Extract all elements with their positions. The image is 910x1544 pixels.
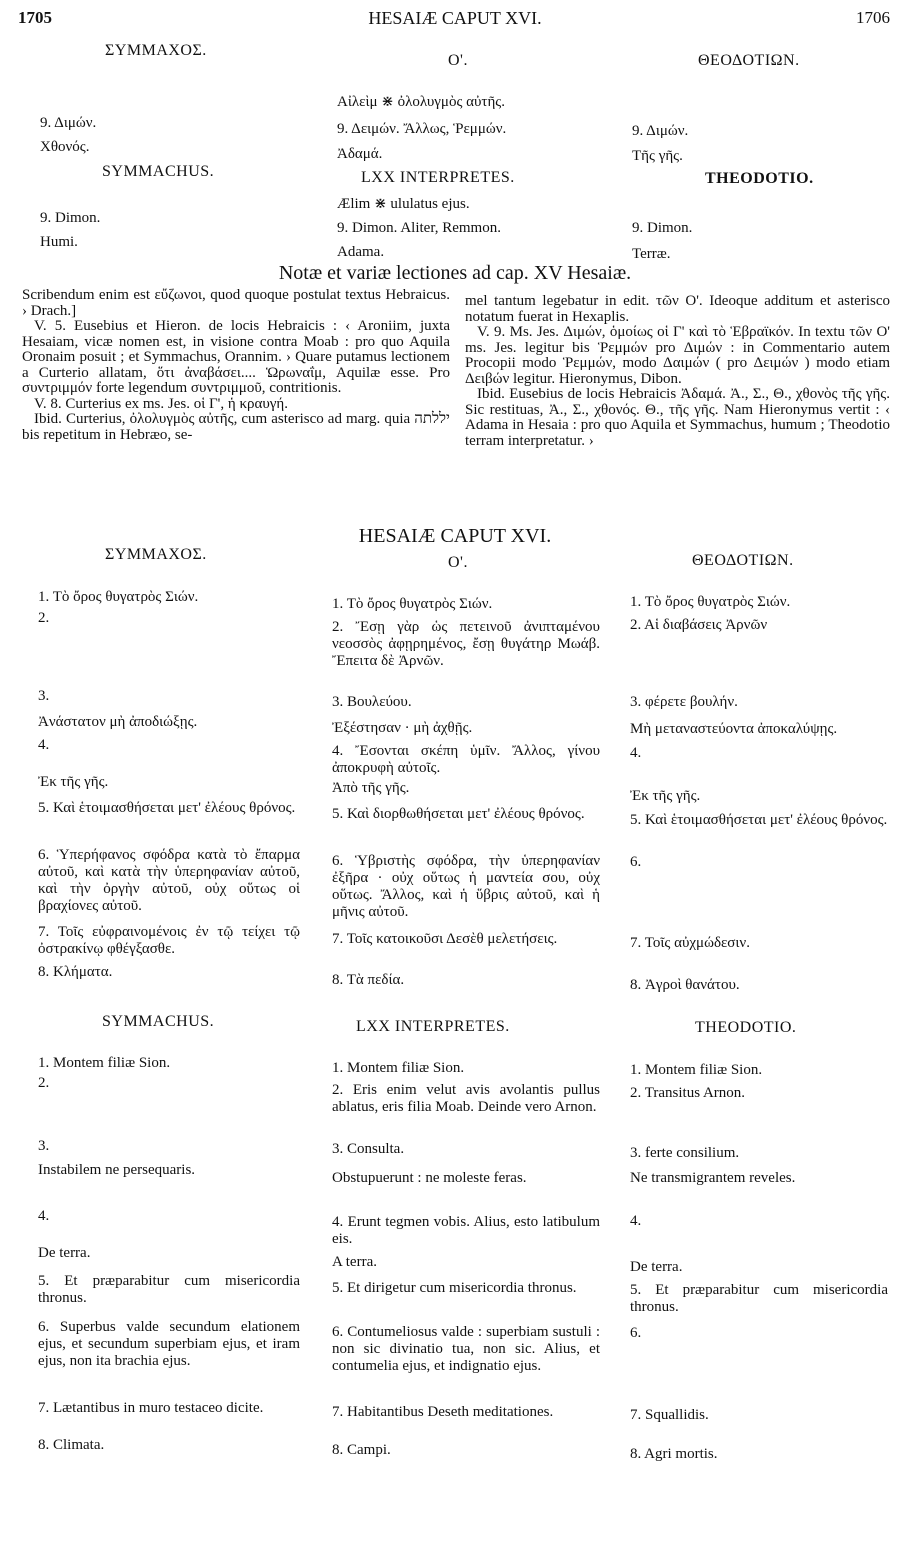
greek-theodotio-verse: 7. Τοῖς αὐχμώδεσιν. <box>630 935 750 951</box>
lxx-greek-line: Αἰλεὶμ ⋇ ὀλολυγμὸς αὐτῆς. <box>337 94 505 110</box>
lxx-latin-line: Adama. <box>337 244 385 260</box>
sym-latin-line: 9. Dimon. <box>40 210 101 226</box>
latin-lxx-verse: 3. Consulta. <box>332 1141 405 1157</box>
notes-right-column <box>465 294 890 449</box>
note-paragraph: Scribendum enim est εὔζωνοι, quod quoque postulat textus Hebraicus. › Drach.] <box>22 287 450 319</box>
greek-symmachus-verse: 3. <box>38 688 50 704</box>
latin-symmachus-verse: Instabilem ne persequaris. <box>38 1162 196 1178</box>
chapter-title: HESAIÆ CAPUT XVI. <box>358 525 552 547</box>
greek-lxx-verse: 8. Τὰ πεδία. <box>332 972 405 988</box>
latin-theodotio-verse: 1. Montem filiæ Sion. <box>630 1062 763 1078</box>
latin-symmachus-verse: De terra. <box>38 1245 91 1261</box>
greek-lxx-verse: Ἀπὸ τῆς γῆς. <box>332 780 410 796</box>
latin-theodotio-verse: 6. <box>630 1325 642 1341</box>
page-number-left: 1705 <box>18 8 52 27</box>
greek-theodotio-verse: Μὴ μεταναστεύοντα ἀποκαλύψῃς. <box>630 721 838 737</box>
note-paragraph: V. 8. Curterius ex ms. Jes. οἱ Γ', ἡ κραυγή. <box>34 395 289 412</box>
lxx-latin-line: 9. Dimon. Aliter, Remmon. <box>337 220 501 236</box>
greek-lxx-verse: 5. Καὶ διορθωθήσεται μετ' ἐλέους θρόνος. <box>332 806 585 822</box>
greek-symmachus-verse: 6. Ὑπερήφανος σφόδρα κατὰ τὸ ἔπαρμα αὐτοῦ, καὶ κατὰ τὴν ὑπερηφανίαν αὐτοῦ, καὶ τὴν ὀργὴν αὐτοῦ, οὐχ οὕτως οἱ βραχίονες αὐτοῦ. <box>38 847 300 914</box>
theo-greek-line: Τῆς γῆς. <box>632 148 683 164</box>
greek-symmachus-verse: 2. <box>38 610 50 626</box>
greek-symmachus-verse: Ἐκ τῆς γῆς. <box>38 774 109 790</box>
greek-symmachus-verse: 1. Τὸ ὄρος θυγατρὸς Σιών. <box>38 589 199 605</box>
latin-theodotio-verse: De terra. <box>630 1259 683 1275</box>
greek-lxx-verse: 2. Ἔσῃ γὰρ ὡς πετεινοῦ ἀνιπταμένου νεοσσὸς ἀφῃρημένος, ἔσῃ θυγάτηρ Μωάβ. Ἔπειτα δὲ Ἀρνῶν. <box>332 619 600 669</box>
latin-theodotio-verse: Ne transmigrantem reveles. <box>630 1170 796 1186</box>
greek-symmachus-verse: 7. Τοῖς εὐφραινομένοις ἐν τῷ τείχει τῷ ὀστρακίνῳ φθέγξασθε. <box>38 924 300 957</box>
theo-latin-line: Terræ. <box>632 246 671 262</box>
latin-lxx-verse: 4. Erunt tegmen vobis. Alius, esto latibulum eis. <box>332 1214 600 1247</box>
sym-latin-head: SYMMACHUS. <box>102 1013 215 1030</box>
latin-theodotio-verse: 3. ferte consilium. <box>630 1145 740 1161</box>
theo-latin-head: THEODOTIO. <box>695 1019 797 1036</box>
lxx-greek-line: 9. Δειμών. Ἄλλως, Ῥεμμών. <box>337 121 507 137</box>
theo-latin-head: THEODOTIO. <box>705 170 814 187</box>
latin-lxx-verse: 8. Campi. <box>332 1442 391 1458</box>
note-paragraph: Ibid. Eusebius de locis Hebraicis Ἀδαμά. Ἀ., Σ., Θ., χθονὸς τῆς γῆς. Sic restituas, Ἀ., Σ., χθονός. Θ., τῆς γῆς. Nam Hieronymus vertit : ‹ Adama in Hesaia : pro quo Aquila et Symmachus, humum ; Theodotio terram interpretatur. › <box>465 386 890 449</box>
greek-theodotio-verse: 8. Ἀγροὶ θανάτου. <box>630 977 740 993</box>
greek-symmachus-verse: 8. Κλήματα. <box>38 964 113 980</box>
note-paragraph: mel tantum legebatur in edit. τῶν Ο'. Ideoque additum et asterisco notatum fuerat in Hexaplis. <box>465 293 890 325</box>
latin-lxx-verse: A terra. <box>332 1254 377 1270</box>
latin-symmachus-verse: 1. Montem filiæ Sion. <box>38 1055 171 1071</box>
page-number-right: 1706 <box>856 8 890 27</box>
lxx-greek-head: Ο'. <box>448 554 468 571</box>
lxx-latin-head: LXX INTERPRETES. <box>361 169 515 186</box>
greek-lxx-verse: 4. Ἔσονται σκέπη ὑμῖν. Ἄλλος, γίνου ἀποκρυφὴ αὐτοῖς. <box>332 743 600 776</box>
latin-theodotio-verse: 5. Et præparabitur cum misericordia thronus. <box>630 1282 888 1315</box>
latin-symmachus-verse: 4. <box>38 1208 50 1224</box>
latin-lxx-verse: 7. Habitantibus Deseth meditationes. <box>332 1404 554 1420</box>
sym-greek-line: 9. Διμών. <box>40 115 97 131</box>
greek-lxx-verse: 7. Τοῖς κατοικοῦσι Δεσὲθ μελετήσεις. <box>332 931 558 947</box>
greek-theodotio-verse: 1. Τὸ ὄρος θυγατρὸς Σιών. <box>630 594 791 610</box>
latin-symmachus-verse: 8. Climata. <box>38 1437 105 1453</box>
latin-lxx-verse: 2. Eris enim velut avis avolantis pullus ablatus, eris filia Moab. Deinde vero Arnon. <box>332 1082 600 1115</box>
sym-greek-head: ΣΥΜΜΑΧΟΣ. <box>105 546 207 563</box>
latin-lxx-verse: Obstupuerunt : ne moleste feras. <box>332 1170 527 1186</box>
latin-lxx-verse: 1. Montem filiæ Sion. <box>332 1060 465 1076</box>
latin-symmachus-verse: 7. Lætantibus in muro testaceo dicite. <box>38 1400 264 1416</box>
note-paragraph: V. 5. Eusebius et Hieron. de locis Hebraicis : ‹ Aroniim, juxta Hesaiam, vicæ nomen est, in visione contra Moab : pro quo Aquila Oronaim posuit ; et Symmachus, Orannim. › Quare putamus lectionem a Curterio allatam, ὅτι ἀναβάσει.... Ὡρωναΐμ, Aquilæ esse. Pro συντριμμόν forte legendum συντριμμοῦ, contritionis. <box>22 318 450 396</box>
greek-theodotio-verse: 3. φέρετε βουλήν. <box>630 694 738 710</box>
greek-theodotio-verse: 2. Αἱ διαβάσεις Ἀρνῶν <box>630 617 768 633</box>
greek-lxx-verse: 1. Τὸ ὄρος θυγατρὸς Σιών. <box>332 596 493 612</box>
greek-symmachus-verse: 5. Καὶ ἑτοιμασθήσεται μετ' ἐλέους θρόνος. <box>38 800 296 816</box>
sym-latin-head: SYMMACHUS. <box>102 163 215 180</box>
lxx-greek-line: Ἀδαμά. <box>337 146 383 162</box>
theo-latin-line: 9. Dimon. <box>632 220 693 236</box>
latin-theodotio-verse: 4. <box>630 1213 642 1229</box>
latin-theodotio-verse: 2. Transitus Arnon. <box>630 1085 746 1101</box>
greek-theodotio-verse: Ἐκ τῆς γῆς. <box>630 788 701 804</box>
theo-greek-head: ΘΕΟΔΟΤΙΩΝ. <box>698 52 800 69</box>
latin-symmachus-verse: 5. Et præparabitur cum misericordia thronus. <box>38 1273 300 1306</box>
sym-greek-line: Χθονός. <box>40 139 90 155</box>
sym-greek-head: ΣΥΜΜΑΧΟΣ. <box>105 42 207 59</box>
theo-greek-line: 9. Διμών. <box>632 123 689 139</box>
running-title: HESAIÆ CAPUT XVI. <box>368 8 542 28</box>
notes-title: Notæ et variæ lectiones ad cap. XV Hesaiæ. <box>278 262 632 284</box>
latin-lxx-verse: 5. Et dirigetur cum misericordia thronus. <box>332 1280 577 1296</box>
lxx-greek-head: Ο'. <box>448 52 468 69</box>
greek-lxx-verse: 6. Ὑβριστὴς σφόδρα, τὴν ὑπερηφανίαν ἐξῆρα · οὐχ οὕτως ἡ μαντεία σου, οὐχ οὕτως. Ἄλλος, καὶ ἡ ὕβρις αὐτοῦ, καὶ ἡ μῆνις αὐτοῦ. <box>332 853 600 920</box>
latin-theodotio-verse: 8. Agri mortis. <box>630 1446 718 1462</box>
greek-theodotio-verse: 6. <box>630 854 642 870</box>
greek-lxx-verse: Ἐξέστησαν · μὴ ἀχθῇς. <box>332 720 473 736</box>
sym-latin-line: Humi. <box>40 234 78 250</box>
latin-theodotio-verse: 7. Squallidis. <box>630 1407 709 1423</box>
latin-symmachus-verse: 3. <box>38 1138 50 1154</box>
theo-greek-head: ΘΕΟΔΟΤΙΩΝ. <box>692 552 794 569</box>
notes-left-column <box>22 288 450 443</box>
latin-symmachus-verse: 6. Superbus valde secundum elationem ejus, et secundum superbiam ejus, et iram ejus, non ita brachia ejus. <box>38 1319 300 1369</box>
note-paragraph: Ibid. Curterius, ὀλολυγμὸς αὐτῆς, cum asterisco ad marg. quia יללתה bis repetitum in Hebræo, se- <box>22 411 450 443</box>
greek-lxx-verse: 3. Βουλεύου. <box>332 694 412 710</box>
note-paragraph: V. 9. Ms. Jes. Διμών, ὁμοίως οἱ Γ' καὶ τὸ Ἑβραϊκόν. In textu τῶν Ο' ms. Jes. legitur bis Ῥεμμών pro Διμών : in Commentario autem Procopii modo Ῥεμμών, modo Δαιμών ( pro Δειμών ) modo etiam Δειβών legitur. Hieronymus, Dibon. <box>465 324 890 387</box>
greek-symmachus-verse: 4. <box>38 737 50 753</box>
latin-symmachus-verse: 2. <box>38 1075 50 1091</box>
lxx-latin-head: LXX INTERPRETES. <box>356 1018 510 1035</box>
greek-theodotio-verse: 5. Καὶ ἑτοιμασθήσεται μετ' ἐλέους θρόνος. <box>630 812 888 828</box>
greek-symmachus-verse: Ἀνάστατον μὴ ἀποδιώξῃς. <box>38 714 198 730</box>
latin-lxx-verse: 6. Contumeliosus valde : superbiam sustuli : non sic divinatio tua, non sic. Alius, et contumelia ejus, et indignatio ejus. <box>332 1324 600 1374</box>
lxx-latin-line: Ælim ⋇ ululatus ejus. <box>337 196 470 212</box>
greek-theodotio-verse: 4. <box>630 745 642 761</box>
